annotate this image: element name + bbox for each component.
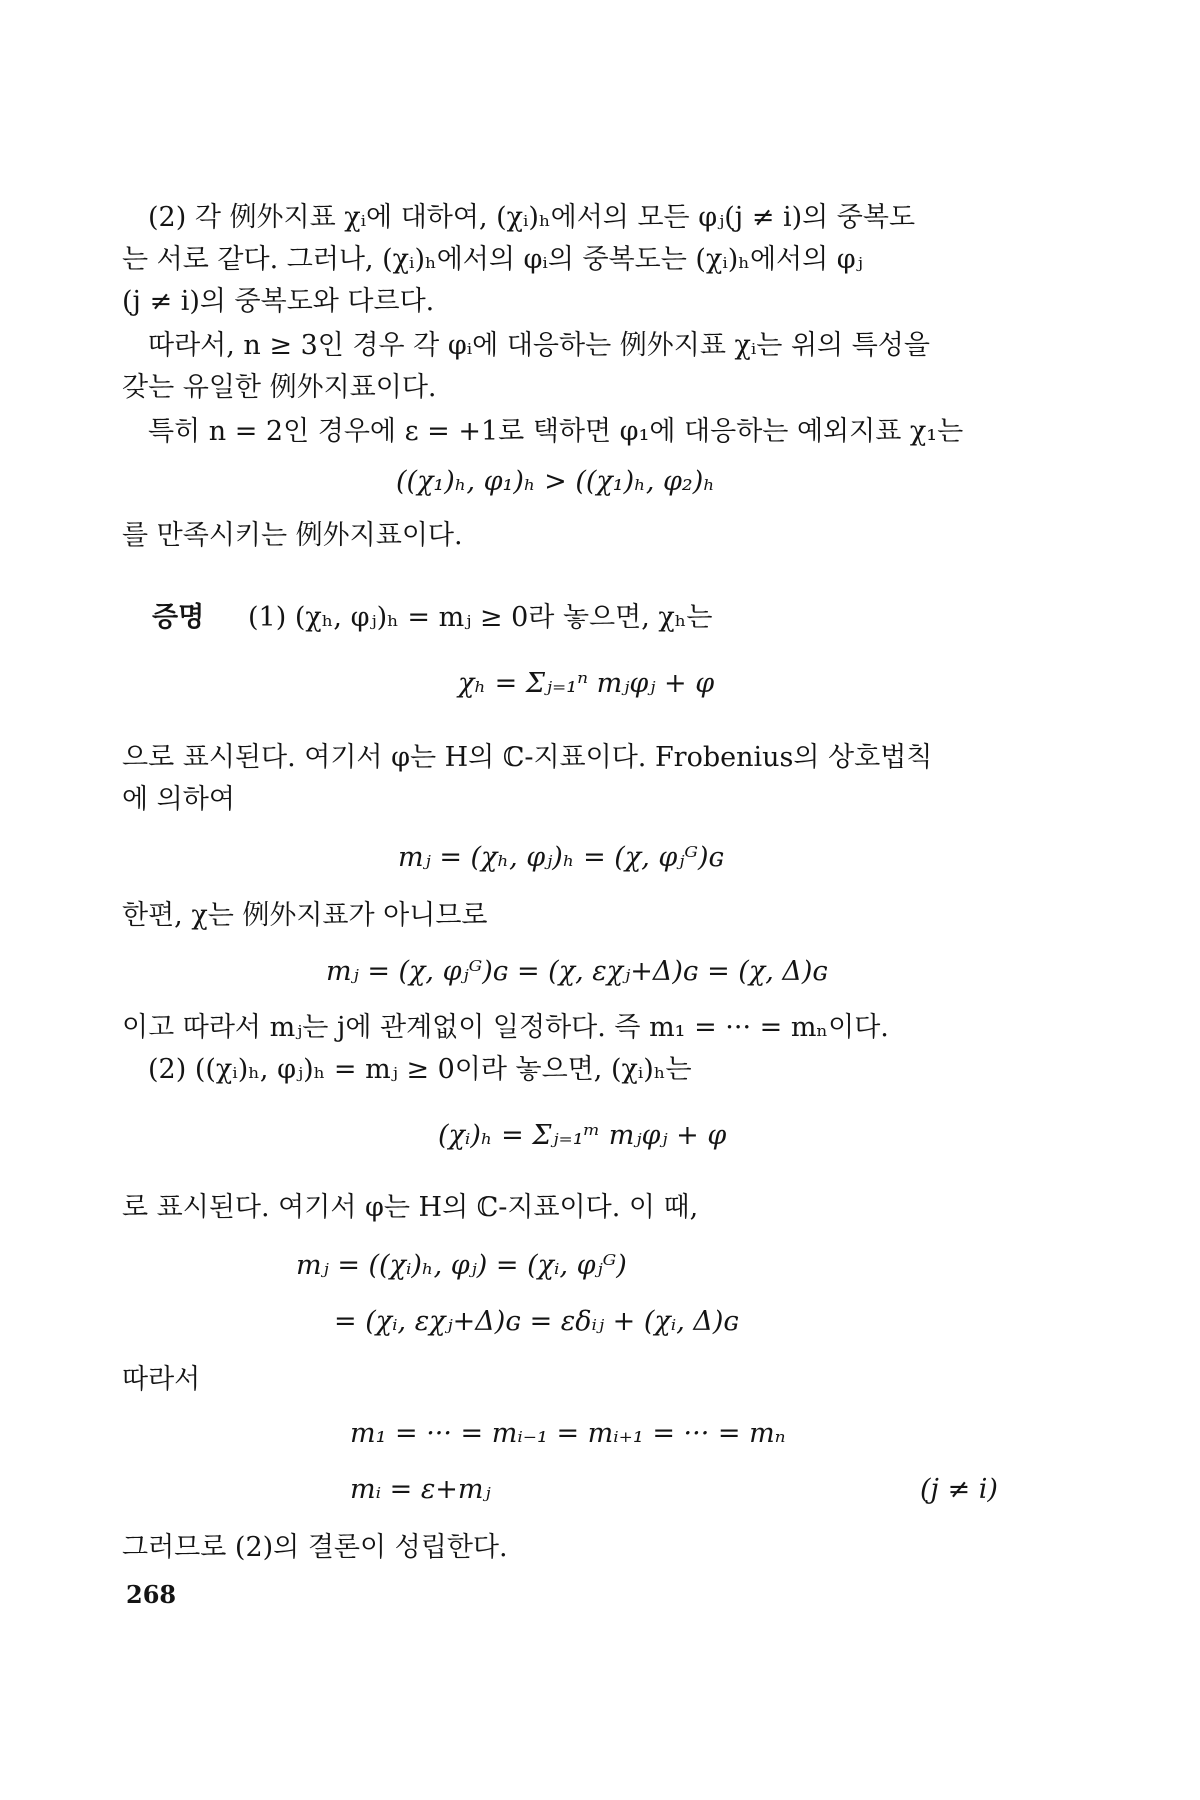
- equation-mi: mᵢ = ε+mⱼ: [350, 1474, 491, 1505]
- paragraph-line: (2) ((χᵢ)ₕ, φⱼ)ₕ = mⱼ ≥ 0이라 놓으면, (χᵢ)ₕ는: [148, 1054, 692, 1085]
- equation-m-equal: m₁ = ··· = mᵢ₋₁ = mᵢ₊₁ = ··· = mₙ: [350, 1418, 786, 1449]
- paragraph-line: 는 서로 같다. 그러나, (χᵢ)ₕ에서의 φᵢ의 중복도는 (χᵢ)ₕ에서의 φⱼ: [122, 244, 863, 275]
- paragraph-line: 로 표시된다. 여기서 φ는 H의 ℂ-지표이다. 이 때,: [122, 1192, 699, 1223]
- paragraph-line: 갖는 유일한 例外지표이다.: [122, 372, 437, 403]
- equation-inequality: ((χ₁)ₕ, φ₁)ₕ > ((χ₁)ₕ, φ₂)ₕ: [396, 466, 715, 497]
- equation-chi-h: χₕ = Σⱼ₌₁ⁿ mⱼφⱼ + φ: [458, 668, 715, 699]
- paragraph-line: 에 의하여: [122, 784, 235, 815]
- paragraph-line: 특히 n = 2인 경우에 ε = +1로 택하면 φ₁에 대응하는 예외지표 χ₁는: [148, 416, 964, 447]
- paragraph-line: 그러므로 (2)의 결론이 성립한다.: [122, 1532, 508, 1563]
- paragraph-line: (1) (χₕ, φⱼ)ₕ = mⱼ ≥ 0라 놓으면, χₕ는: [248, 602, 713, 633]
- paragraph-line: 따라서: [122, 1364, 201, 1395]
- paragraph-line: (j ≠ i)의 중복도와 다르다.: [122, 286, 435, 317]
- proof-label: 증명: [152, 602, 205, 633]
- paragraph-line: 한편, χ는 例外지표가 아니므로: [122, 900, 488, 931]
- equation-label: (j ≠ i): [920, 1474, 998, 1505]
- equation-mj-expand-2: = (χᵢ, εχⱼ+Δ)ɢ = εδᵢⱼ + (χᵢ, Δ)ɢ: [334, 1306, 740, 1337]
- paragraph-line: 따라서, n ≥ 3인 경우 각 φᵢ에 대응하는 例外지표 χᵢ는 위의 특성을: [148, 330, 930, 361]
- equation-frobenius: mⱼ = (χₕ, φⱼ)ₕ = (χ, φⱼᴳ)ɢ: [398, 842, 725, 873]
- page-number: 268: [126, 1580, 177, 1609]
- paragraph-line: 이고 따라서 mⱼ는 j에 관계없이 일정하다. 즉 m₁ = ··· = mₙ이다.: [122, 1012, 889, 1043]
- equation-mj-expand: mⱼ = ((χᵢ)ₕ, φⱼ) = (χᵢ, φⱼᴳ): [296, 1250, 627, 1281]
- equation-chi-i-h: (χᵢ)ₕ = Σⱼ₌₁ᵐ mⱼφⱼ + φ: [438, 1120, 727, 1151]
- equation-mj: mⱼ = (χ, φⱼᴳ)ɢ = (χ, εχⱼ+Δ)ɢ = (χ, Δ)ɢ: [326, 956, 829, 987]
- paragraph-line: 를 만족시키는 例外지표이다.: [122, 520, 463, 551]
- paragraph-line: (2) 각 例外지표 χᵢ에 대하여, (χᵢ)ₕ에서의 모든 φⱼ(j ≠ i)의 중복도: [148, 202, 916, 233]
- paragraph-line: 으로 표시된다. 여기서 φ는 H의 ℂ-지표이다. Frobenius의 상호법칙: [122, 742, 933, 773]
